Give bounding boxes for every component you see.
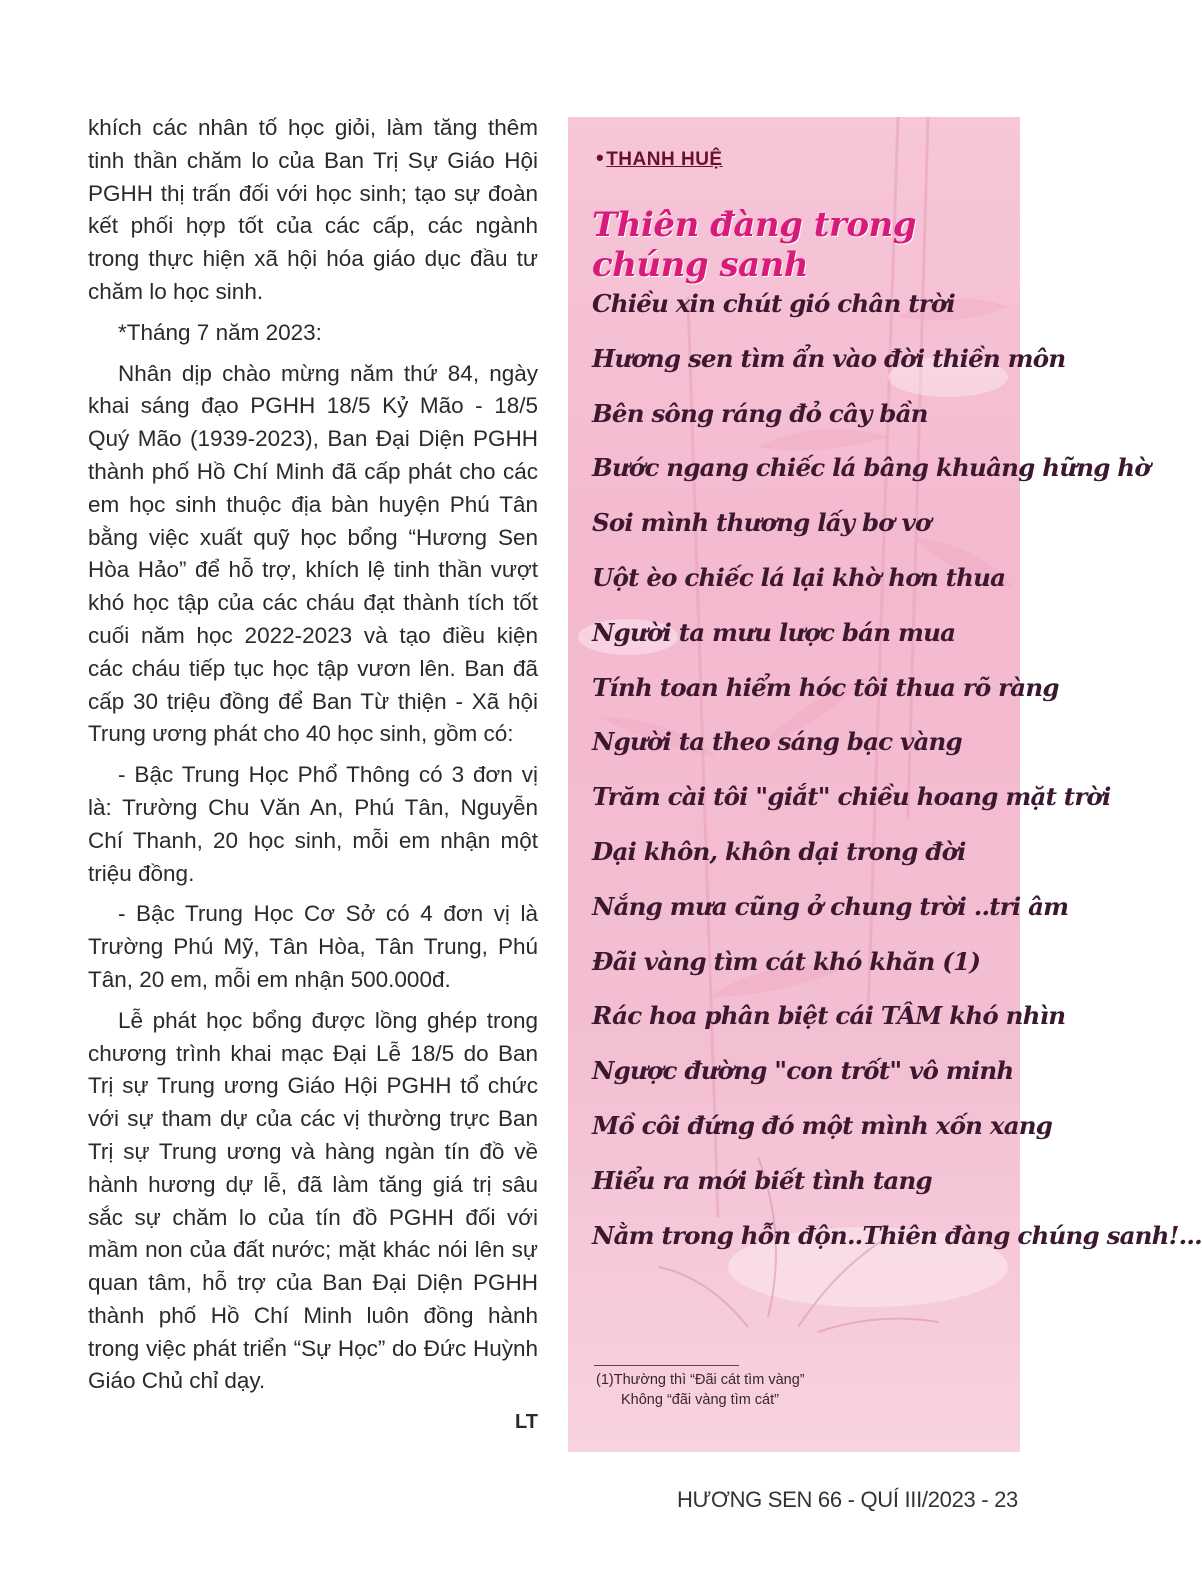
article-signature: LT: [515, 1411, 538, 1434]
poem-line: Tính toan hiểm hóc tôi thua rõ ràng: [592, 672, 1059, 702]
poem-line: Nắng mưa cũng ở chung trời ..tri âm: [592, 891, 1069, 921]
poem-line: Trăm cài tôi "giắt" chiều hoang mặt trời: [592, 782, 1111, 812]
poem-line: Rác hoa phân biệt cái TÂM khó nhìn: [592, 1001, 1066, 1031]
poem-footnote: [596, 1370, 805, 1410]
footnote-line: Không “đãi vàng tìm cát”: [621, 1392, 779, 1408]
poem-line: Nằm trong hỗn độn..Thiên đàng chúng sanh!...: [592, 1220, 1202, 1250]
poem-lines: [592, 277, 1202, 1263]
poem-title: Thiên đàng trong chúng sanh: [592, 205, 917, 285]
poem-line: Dại khôn, khôn dại trong đời: [592, 836, 966, 866]
poem-line: Chiều xin chút gió chân trời: [592, 289, 955, 318]
poem-line: Hương sen tìm ẩn vào đời thiền môn: [592, 343, 1066, 373]
poem-author: [596, 145, 723, 171]
article-paragraph: *Tháng 7 năm 2023:: [118, 319, 322, 345]
poem-line: Soi mình thương lấy bơ vơ: [592, 508, 931, 538]
author-bullet: •: [596, 145, 605, 170]
article-column: [88, 112, 538, 1447]
poem-line: Đãi vàng tìm cát khó khăn (1): [592, 946, 981, 976]
poem-line: Bước ngang chiếc lá bâng khuâng hững hờ: [592, 453, 1150, 483]
poem-line: Người ta mưu lược bán mua: [592, 617, 956, 647]
author-name: THANH HUỆ: [606, 149, 723, 170]
poem-line: Mồ côi đứng đó một mình xốn xang: [592, 1110, 1053, 1140]
article-paragraph: khích các nhân tố học giỏi, làm tăng thêm tinh thần chăm lo của Ban Trị Sự Giáo Hội PGHH thị trấn đối với học sinh; tạo sự đoàn kết phối hợp tốt của các cấp, các ngành trong thực hiện xã hội hóa giáo dục đầu tư chăm lo học sinh.: [88, 115, 538, 304]
footnote-divider: [594, 1365, 739, 1366]
poem-line: Ngược đường "con trốt" vô minh: [592, 1056, 1014, 1086]
poem-line: Hiểu ra mới biết tình tang: [592, 1165, 932, 1195]
page-footer: HƯƠNG SEN 66 - QUÍ III/2023 - 23: [676, 1487, 1018, 1512]
poem-line: Bên sông ráng đỏ cây bần: [592, 398, 928, 428]
poem-line: Uột èo chiếc lá lại khờ hơn thua: [592, 562, 1006, 592]
article-paragraph: Nhân dịp chào mừng năm thứ 84, ngày khai sáng đạo PGHH 18/5 Kỷ Mão - 18/5 Quý Mão (1939-2023), Ban Đại Diện PGHH thành phố Hồ Chí Minh đã cấp phát cho các em học sinh thuộc địa bàn huyện Phú Tân bằng việc xuất quỹ học bổng “Hương Sen Hòa Hảo” để hỗ trợ, khích lệ tinh thần vượt khó học tập của các cháu đạt thành tích tốt cuối năm học 2022-2023 và tạo điều kiện các cháu tiếp tục học tập vươn lên. Ban đã cấp 30 triệu đồng để Ban Từ thiện - Xã hội Trung ương phát cho 40 học sinh, gồm có:: [88, 360, 538, 747]
poem-panel: [568, 117, 1202, 1452]
poem-line: Người ta theo sáng bạc vàng: [592, 727, 962, 757]
footnote-line: (1)Thường thì “Đãi cát tìm vàng”: [596, 1372, 805, 1388]
article-paragraph: - Bậc Trung Học Cơ Sở có 4 đơn vị là Trường Phú Mỹ, Tân Hòa, Tân Trung, Phú Tân, 20 em, mỗi em nhận 500.000đ.: [88, 901, 538, 992]
article-paragraph: - Bậc Trung Học Phổ Thông có 3 đơn vị là: Trường Chu Văn An, Phú Tân, Nguyễn Chí Thanh, 20 học sinh, mỗi em nhận một triệu đồng.: [88, 762, 538, 886]
article-paragraph: Lễ phát học bổng được lồng ghép trong chương trình khai mạc Đại Lễ 18/5 do Ban Trị sự Trung ương Giáo Hội PGHH tổ chức với sự tham dự của các vị thường trực Ban Trị sự Trung ương và hàng ngàn tín đồ về hành hương dự lễ, đã làm tăng giá trị sâu sắc sự chăm lo của tín đồ PGHH đối với mầm non của đất nước; mặt khác nói lên sự quan tâm, hỗ trợ của Ban Đại Diện PGHH thành phố Hồ Chí Minh luôn đồng hành trong việc phát triển “Sự Học” do Đức Huỳnh Giáo Chủ chỉ dạy.: [88, 1007, 538, 1394]
